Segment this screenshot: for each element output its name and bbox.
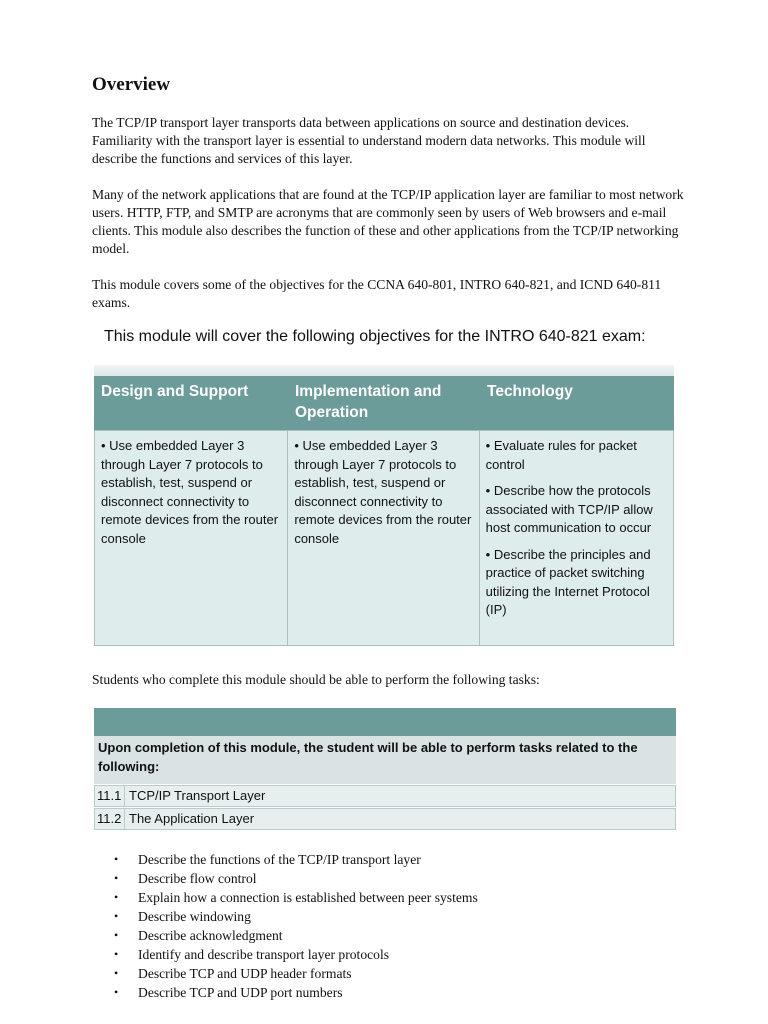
bullet-icon: • xyxy=(114,966,119,980)
objectives-figure xyxy=(94,326,674,646)
list-item-text: Describe flow control xyxy=(138,871,257,886)
list-item xyxy=(114,888,478,907)
list-item xyxy=(114,850,478,869)
applications-paragraph: Many of the network applications that are found at the TCP/IP application layer are familiar to most network users. HTTP, FTP, and SMTP are acronyms that are commonly seen by users of Web browsers and e-mail clients. This module also describes the function of these and other applications from the TCP/IP networking model. xyxy=(92,187,684,256)
tasks-heading: Upon completion of this module, the student will be able to perform tasks related to the following: xyxy=(94,736,676,784)
task-label: TCP/IP Transport Layer xyxy=(129,788,266,803)
list-item-text: Describe TCP and UDP header formats xyxy=(138,966,352,981)
list-item-text: Describe the functions of the TCP/IP transport layer xyxy=(138,852,421,867)
exams-paragraph: This module covers some of the objectives for the CCNA 640-801, INTRO 640-821, and ICND 640-811 exams. xyxy=(92,277,662,310)
column-header-design: Design and Support xyxy=(101,383,249,400)
objectives-heading: This module will cover the following objectives for the INTRO 640-821 exam: xyxy=(104,328,646,345)
column-header-technology: Technology xyxy=(487,383,573,400)
table-row xyxy=(94,785,676,807)
objective-item: • Use embedded Layer 3 through Layer 7 protocols to establish, test, suspend or disconnect connectivity to remote devices from the router console xyxy=(101,438,279,546)
bullet-icon: • xyxy=(114,947,119,961)
page-title: Overview xyxy=(92,74,171,95)
list-item-text: Identify and describe transport layer protocols xyxy=(138,947,390,962)
objectives-body-row xyxy=(94,430,674,646)
objective-item: • Describe the principles and practice of packet switching utilizing the Internet Protocol (IP) xyxy=(485,546,651,617)
tasks-intro-paragraph: Students who complete this module should be able to perform the following tasks: xyxy=(92,672,540,687)
bullet-icon: • xyxy=(114,871,119,885)
list-item xyxy=(114,907,478,926)
objectives-cell-technology xyxy=(480,431,673,645)
objective-item: • Use embedded Layer 3 through Layer 7 protocols to establish, test, suspend or disconnect connectivity to remote devices from the router console xyxy=(294,438,472,546)
objectives-cell-design xyxy=(95,431,288,645)
list-item xyxy=(114,869,478,888)
column-header-implementation: Implementation and Operation xyxy=(295,383,442,421)
task-bullet-list xyxy=(114,850,478,1002)
intro-paragraph: The TCP/IP transport layer transports data between applications on source and destination devices. Familiarity with the transport layer is essential to understand modern data networks. This module will describe the functions and services of this layer. xyxy=(92,115,646,166)
list-item-text: Describe windowing xyxy=(138,909,251,924)
task-number: 11.1 xyxy=(95,786,125,806)
list-item xyxy=(114,926,478,945)
tasks-header-bar xyxy=(94,708,676,736)
task-label: The Application Layer xyxy=(129,811,255,826)
bullet-icon: • xyxy=(114,909,119,923)
list-item-text: Describe TCP and UDP port numbers xyxy=(138,985,343,1000)
list-item-text: Describe acknowledgment xyxy=(138,928,283,943)
bullet-icon: • xyxy=(114,890,119,904)
objectives-header-row xyxy=(94,376,674,430)
list-item xyxy=(114,964,478,983)
bullet-icon: • xyxy=(114,852,119,866)
task-number: 11.2 xyxy=(95,809,125,829)
objectives-cell-implementation xyxy=(288,431,479,645)
bullet-icon: • xyxy=(114,985,119,999)
list-item xyxy=(114,983,478,1002)
objective-item: • Evaluate rules for packet control xyxy=(485,438,637,472)
list-item xyxy=(114,945,478,964)
tasks-figure xyxy=(94,708,676,826)
header-gradient-band xyxy=(94,365,674,376)
table-row xyxy=(94,808,676,830)
list-item-text: Explain how a connection is established between peer systems xyxy=(138,890,478,905)
objective-item: • Describe how the protocols associated with TCP/IP allow host communication to occur xyxy=(485,483,653,535)
bullet-icon: • xyxy=(114,928,119,942)
